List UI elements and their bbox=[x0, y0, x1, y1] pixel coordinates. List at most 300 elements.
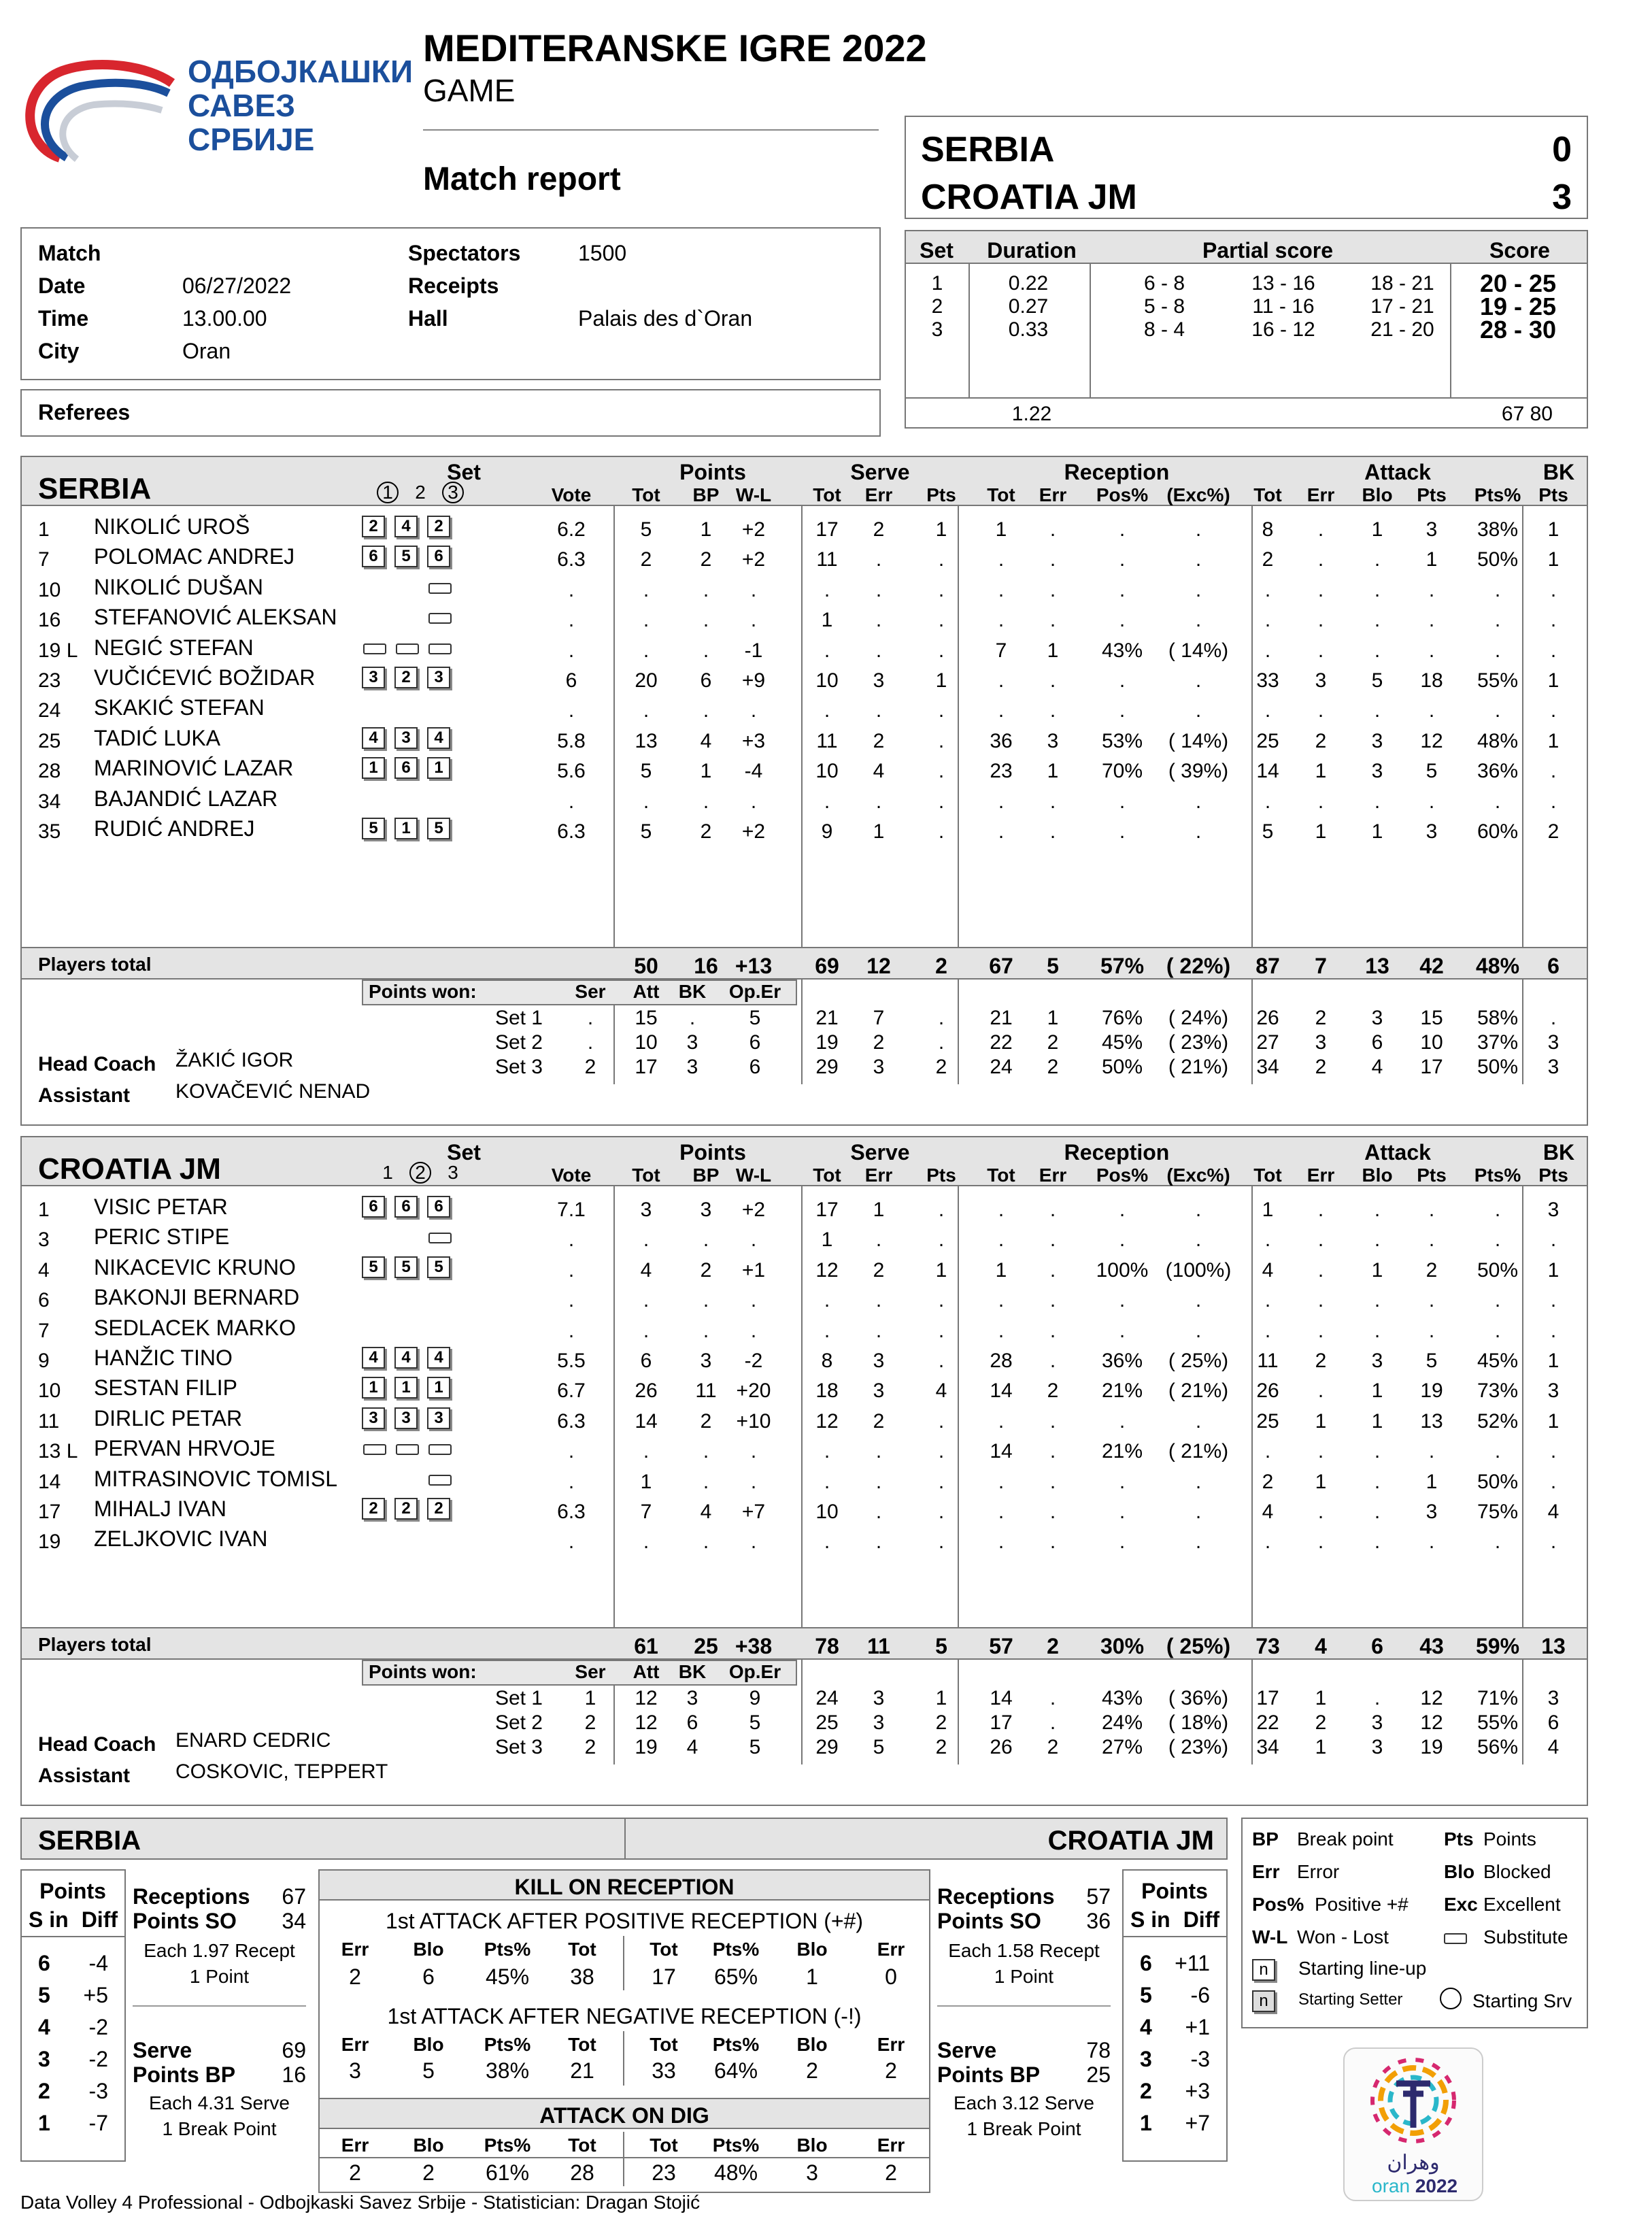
points-label: Points bbox=[1141, 1879, 1208, 1903]
rotation: 6 bbox=[38, 1951, 50, 1975]
starting-position-box: 4 bbox=[427, 1347, 450, 1369]
points-so-value: 36 bbox=[1086, 1909, 1111, 1933]
set-stat-cell: 2 bbox=[935, 1056, 947, 1078]
stat-cell: . bbox=[1119, 1501, 1126, 1523]
stat-cell: 6 bbox=[700, 669, 712, 692]
stat-cell: . bbox=[1428, 1319, 1435, 1342]
date-label: Date bbox=[38, 273, 86, 298]
s-in-label: S in bbox=[29, 1907, 69, 1932]
stat-cell: . bbox=[1317, 1440, 1324, 1463]
stat-cell: . bbox=[1550, 1470, 1557, 1493]
substitute-icon bbox=[428, 1475, 452, 1486]
stat-cell: . bbox=[1317, 1319, 1324, 1342]
header-bk: BK bbox=[1543, 460, 1575, 484]
subheader: Err bbox=[1039, 1165, 1067, 1186]
total-cell: 5 bbox=[1047, 954, 1059, 978]
stat-cell: . bbox=[1494, 1440, 1501, 1463]
stat-cell: 1 bbox=[1315, 1470, 1327, 1493]
rotation: 5 bbox=[38, 1983, 50, 2007]
sets-header-duration: Duration bbox=[987, 238, 1077, 263]
stat-cell: . bbox=[568, 578, 575, 601]
stat-cell: 6 bbox=[565, 669, 577, 692]
legend-err-text: Error bbox=[1297, 1861, 1340, 1882]
stat-cell: . bbox=[1119, 1409, 1126, 1433]
stat-cell: . bbox=[1428, 578, 1435, 601]
points-bp-value: 25 bbox=[1086, 2062, 1111, 2087]
stat-cell: . bbox=[1317, 1199, 1324, 1221]
set-stat-cell: 29 bbox=[815, 1736, 839, 1758]
serve-label: Serve bbox=[133, 2038, 192, 2062]
stat-cell: . bbox=[1374, 548, 1381, 571]
stat-cell: . bbox=[875, 1440, 882, 1463]
header-serve: Serve bbox=[850, 1140, 910, 1165]
stat-cell: 14 bbox=[990, 1440, 1013, 1463]
substitute-icon bbox=[428, 1444, 452, 1455]
assistant-name: COSKOVIC, TEPPERT bbox=[175, 1760, 388, 1783]
substitute-icon bbox=[396, 643, 419, 654]
stat-cell: . bbox=[1428, 1440, 1435, 1463]
set-stat-cell: 3 bbox=[1371, 1736, 1383, 1758]
stat-cell: . bbox=[1428, 1289, 1435, 1312]
total-cell: 13 bbox=[1541, 1634, 1566, 1658]
stat-cell: . bbox=[1119, 699, 1126, 722]
stat-cell: . bbox=[1119, 609, 1126, 632]
set-stat-cell: 6 bbox=[1547, 1711, 1560, 1734]
stat-cell: 70% bbox=[1101, 760, 1143, 783]
stat-cell: 5 bbox=[1426, 1350, 1438, 1372]
stat-cell: . bbox=[875, 639, 882, 662]
set-stat-cell: 50% bbox=[1101, 1056, 1143, 1078]
stat-cell: 1 bbox=[1547, 1350, 1560, 1372]
stat-cell: . bbox=[1317, 790, 1324, 813]
player-name: SKAKIĆ STEFAN bbox=[94, 695, 265, 720]
set-stat-cell: 22 bbox=[1256, 1711, 1279, 1734]
set-stat-cell: . bbox=[938, 1007, 945, 1029]
set-stat-cell: 1 bbox=[1047, 1007, 1059, 1029]
player-number: 6 bbox=[38, 1289, 50, 1312]
player-name: DIRLIC PETAR bbox=[94, 1405, 243, 1431]
stat-cell: . bbox=[1049, 1501, 1056, 1523]
positive-value: 6 bbox=[422, 1964, 435, 1989]
stat-cell: 50% bbox=[1477, 1470, 1519, 1493]
stat-cell: . bbox=[1374, 1199, 1381, 1221]
player-number: 19 L bbox=[38, 639, 78, 662]
stat-cell: 11 bbox=[1257, 1350, 1279, 1372]
stat-cell: . bbox=[1049, 1289, 1056, 1312]
stat-cell: 26 bbox=[1256, 1379, 1279, 1403]
stat-cell: . bbox=[1195, 1319, 1202, 1342]
total-cell: 57% bbox=[1100, 954, 1145, 978]
total-duration: 1.22 bbox=[1011, 403, 1052, 425]
stat-cell: . bbox=[643, 699, 650, 722]
legend-exc-text: Excellent bbox=[1483, 1894, 1561, 1915]
subheader: Tot bbox=[813, 1165, 841, 1186]
set-stat-cell: 43% bbox=[1101, 1687, 1143, 1709]
starting-position-box: 1 bbox=[362, 1377, 385, 1399]
stat-cell: . bbox=[643, 578, 650, 601]
stat-cell: . bbox=[750, 790, 757, 813]
stat-cell: . bbox=[750, 699, 757, 722]
set-stat-cell: 27 bbox=[1256, 1031, 1279, 1054]
stat-cell: . bbox=[998, 699, 1005, 722]
set-stat-cell: 3 bbox=[686, 1031, 698, 1054]
stat-cell: . bbox=[1195, 790, 1202, 813]
points-so-value: 34 bbox=[282, 1909, 306, 1933]
stat-cell: . bbox=[1317, 699, 1324, 722]
set-stat-cell: . bbox=[689, 1007, 696, 1029]
points-won-header: Op.Er bbox=[728, 1661, 781, 1682]
stat-cell: 6.2 bbox=[557, 518, 586, 541]
set-number: 2 bbox=[931, 295, 943, 318]
players-total-label: Players total bbox=[38, 1634, 152, 1655]
stat-cell: 14 bbox=[990, 1379, 1013, 1403]
stat-cell: . bbox=[1374, 578, 1381, 601]
stat-cell: . bbox=[938, 1199, 945, 1221]
set-label: Set 1 bbox=[494, 1007, 543, 1029]
starting-position-box: 5 bbox=[394, 1256, 418, 1278]
assistant-label: Assistant bbox=[38, 1764, 131, 1787]
referees-box bbox=[20, 389, 881, 437]
set-stat-cell: 26 bbox=[990, 1736, 1013, 1758]
stat-cell: . bbox=[998, 1530, 1005, 1554]
stat-cell: . bbox=[1195, 1199, 1202, 1221]
subheader: Tot bbox=[987, 484, 1015, 505]
set-score: 19 - 25 bbox=[1479, 292, 1557, 320]
stat-cell: . bbox=[1317, 609, 1324, 632]
stat-cell: . bbox=[1428, 1228, 1435, 1252]
set-duration: 0.27 bbox=[1008, 295, 1049, 318]
player-number: 34 bbox=[38, 790, 61, 813]
stat-cell: 2 bbox=[873, 1258, 885, 1282]
stat-cell: 4 bbox=[1262, 1258, 1274, 1282]
subheader: Err bbox=[864, 1165, 893, 1186]
stat-cell: 1 bbox=[1371, 518, 1383, 541]
rotation-diff: +7 bbox=[1185, 2111, 1210, 2135]
dig-header: Blo bbox=[413, 2135, 444, 2156]
stat-cell: . bbox=[998, 1319, 1005, 1342]
set-stat-cell: 26 bbox=[1256, 1007, 1279, 1029]
stat-cell: . bbox=[1428, 1530, 1435, 1554]
team-stats-serbia bbox=[20, 456, 1588, 1126]
substitute-symbol-icon bbox=[1444, 1933, 1467, 1944]
rotation-diff: +1 bbox=[1185, 2015, 1210, 2039]
stat-cell: 1 bbox=[935, 669, 947, 692]
legend-wl-text: Won - Lost bbox=[1297, 1926, 1389, 1947]
negative-value: 2 bbox=[806, 2058, 818, 2083]
total-cell: +13 bbox=[735, 954, 773, 978]
set-indicator: 3 bbox=[448, 1162, 458, 1183]
stat-cell: . bbox=[1494, 578, 1501, 601]
stat-cell: . bbox=[1494, 1228, 1501, 1252]
stat-cell: 1 bbox=[1371, 1379, 1383, 1403]
stat-cell: . bbox=[875, 1319, 882, 1342]
set-stat-cell: 24 bbox=[815, 1687, 839, 1709]
total-cell: ( 22%) bbox=[1166, 954, 1231, 978]
stat-cell: ( 14%) bbox=[1168, 729, 1229, 752]
player-name: HANŽIC TINO bbox=[94, 1345, 233, 1370]
player-name: MITRASINOVIC TOMISL bbox=[94, 1466, 337, 1491]
stat-cell: . bbox=[1195, 578, 1202, 601]
s-in-label: S in bbox=[1130, 1907, 1170, 1932]
event-title: MEDITERANSKE IGRE 2022 bbox=[423, 27, 927, 69]
stat-cell: . bbox=[750, 1530, 757, 1554]
away-rotation-points bbox=[1122, 1869, 1228, 2162]
subheader: Blo bbox=[1362, 1165, 1393, 1186]
stat-cell: ( 39%) bbox=[1168, 760, 1229, 783]
player-number: 35 bbox=[38, 820, 61, 843]
stat-cell: 4 bbox=[640, 1258, 652, 1282]
positive-title: 1st ATTACK AFTER POSITIVE RECEPTION (+#) bbox=[385, 1909, 864, 1933]
set-stat-cell: 2 bbox=[1047, 1031, 1059, 1054]
stat-cell: . bbox=[568, 1258, 575, 1282]
set-stat-cell: 34 bbox=[1256, 1056, 1279, 1078]
stat-cell: ( 21%) bbox=[1168, 1379, 1229, 1403]
stat-cell: 3 bbox=[873, 669, 885, 692]
partial-score-2: 11 - 16 bbox=[1252, 295, 1315, 318]
stat-cell: . bbox=[1550, 790, 1557, 813]
stat-cell: . bbox=[1317, 1289, 1324, 1312]
stat-cell: . bbox=[1119, 1319, 1126, 1342]
stat-cell: . bbox=[643, 1530, 650, 1554]
dig-value: 2 bbox=[422, 2160, 435, 2185]
total-cell: 78 bbox=[815, 1634, 839, 1658]
stat-cell: . bbox=[938, 1409, 945, 1433]
stat-cell: . bbox=[1119, 1228, 1126, 1252]
kill-header: Err bbox=[877, 2034, 905, 2055]
legend-setter: Starting Setter bbox=[1298, 1990, 1403, 2009]
set-label: Set 2 bbox=[494, 1711, 543, 1734]
partial-score-1: 8 - 4 bbox=[1143, 318, 1185, 341]
receptions-label: Receptions bbox=[937, 1884, 1055, 1909]
stat-cell: . bbox=[1374, 1228, 1381, 1252]
dig-value: 48% bbox=[713, 2160, 758, 2185]
stat-cell: 2 bbox=[700, 548, 712, 571]
stat-cell: . bbox=[1195, 1530, 1202, 1554]
set-stat-cell: 56% bbox=[1477, 1736, 1519, 1758]
stat-cell: . bbox=[1049, 699, 1056, 722]
starting-position-box: 5 bbox=[427, 818, 450, 839]
player-name: PERVAN HRVOJE bbox=[94, 1436, 275, 1461]
stat-cell: 1 bbox=[935, 1258, 947, 1282]
player-number: 23 bbox=[38, 669, 61, 692]
set-stat-cell: . bbox=[1049, 1711, 1056, 1734]
set-stat-cell: 3 bbox=[1547, 1056, 1560, 1078]
set-duration: 0.22 bbox=[1008, 272, 1049, 295]
set-stat-cell: ( 21%) bbox=[1168, 1056, 1229, 1078]
stat-cell: 14 bbox=[635, 1409, 658, 1433]
stat-cell: 6.3 bbox=[557, 1501, 586, 1523]
stat-cell: . bbox=[1550, 1228, 1557, 1252]
stat-cell: . bbox=[1264, 699, 1271, 722]
total-cell: 59% bbox=[1475, 1634, 1520, 1658]
set-stat-cell: 2 bbox=[1315, 1056, 1327, 1078]
negative-value: 21 bbox=[570, 2058, 594, 2083]
stat-cell: . bbox=[703, 639, 709, 662]
stat-cell: 5 bbox=[640, 760, 652, 783]
stat-cell: . bbox=[998, 1199, 1005, 1221]
kill-header: Pts% bbox=[712, 1939, 760, 1960]
stat-cell: 3 bbox=[700, 1199, 712, 1221]
stat-cell: . bbox=[1195, 609, 1202, 632]
starting-position-box: 5 bbox=[362, 1256, 385, 1278]
total-cell: 5 bbox=[935, 1634, 947, 1658]
set-indicator: 3 bbox=[442, 482, 464, 503]
player-name: NIKOLIĆ DUŠAN bbox=[94, 574, 263, 599]
starting-position-box: 2 bbox=[427, 516, 450, 537]
stat-cell: +7 bbox=[741, 1501, 766, 1523]
stat-cell: . bbox=[998, 1409, 1005, 1433]
stat-cell: 5.6 bbox=[557, 760, 586, 783]
player-name: NIKOLIĆ UROŠ bbox=[94, 514, 250, 539]
set-stat-cell: 3 bbox=[1371, 1711, 1383, 1734]
points-won-header: BK bbox=[678, 1661, 707, 1682]
each-recept: Each 1.58 Recept bbox=[948, 1940, 1100, 1961]
away-sets-won: 3 bbox=[1552, 178, 1572, 217]
set-stat-cell: 21 bbox=[815, 1007, 839, 1029]
player-number: 7 bbox=[38, 1319, 50, 1342]
set-duration: 0.33 bbox=[1008, 318, 1049, 341]
dig-value: 3 bbox=[806, 2160, 818, 2185]
header-reception: Reception bbox=[1064, 460, 1170, 484]
negative-value: 3 bbox=[349, 2058, 361, 2083]
stat-cell: . bbox=[824, 699, 830, 722]
player-name: POLOMAC ANDREJ bbox=[94, 544, 295, 569]
stat-cell: . bbox=[1374, 1530, 1381, 1554]
stat-cell: . bbox=[938, 1501, 945, 1523]
set-stat-cell: 2 bbox=[584, 1711, 596, 1734]
set-stat-cell: 37% bbox=[1477, 1031, 1519, 1054]
stat-cell: 4 bbox=[1547, 1501, 1560, 1523]
subheader: Pos% bbox=[1096, 484, 1149, 505]
date-value: 06/27/2022 bbox=[182, 273, 292, 298]
stat-cell: . bbox=[938, 1470, 945, 1493]
summary-away-name: CROATIA JM bbox=[1047, 1826, 1214, 1856]
stat-cell: 10 bbox=[815, 1501, 839, 1523]
stat-cell: +2 bbox=[741, 1199, 766, 1221]
starting-position-box: 3 bbox=[362, 1407, 385, 1429]
stat-cell: . bbox=[875, 1228, 882, 1252]
substitute-icon bbox=[428, 583, 452, 594]
stat-cell: 21% bbox=[1101, 1379, 1143, 1403]
stat-cell: . bbox=[703, 1319, 709, 1342]
stat-cell: . bbox=[1119, 518, 1126, 541]
stat-cell: . bbox=[1195, 518, 1202, 541]
starting-position-box: 1 bbox=[427, 757, 450, 779]
set-stat-cell: 24 bbox=[990, 1056, 1013, 1078]
total-cell: 30% bbox=[1100, 1634, 1145, 1658]
set-stat-cell: 55% bbox=[1477, 1711, 1519, 1734]
receptions-label: Receptions bbox=[133, 1884, 250, 1909]
stat-cell: 1 bbox=[1315, 1409, 1327, 1433]
stat-cell: 3 bbox=[1426, 1501, 1438, 1523]
player-name: MARINOVIĆ LAZAR bbox=[94, 756, 294, 781]
starting-position-box: 1 bbox=[427, 1377, 450, 1399]
stat-cell: . bbox=[1374, 639, 1381, 662]
stat-cell: . bbox=[875, 578, 882, 601]
positive-value: 2 bbox=[349, 1964, 361, 1989]
head-coach-label: Head Coach bbox=[38, 1053, 156, 1075]
head-coach-label: Head Coach bbox=[38, 1733, 156, 1756]
kill-header: Pts% bbox=[484, 1939, 531, 1960]
serve-value: 78 bbox=[1086, 2038, 1111, 2062]
set-stat-cell: 21 bbox=[990, 1007, 1013, 1029]
rotation-diff: +5 bbox=[83, 1983, 108, 2007]
hall-value: Palais des d`Oran bbox=[578, 306, 753, 331]
subheader: Vote bbox=[551, 1165, 592, 1186]
starting-position-box: 3 bbox=[362, 667, 385, 688]
stat-cell: . bbox=[998, 790, 1005, 813]
stat-cell: . bbox=[1374, 699, 1381, 722]
stat-cell: 3 bbox=[700, 1350, 712, 1372]
starting-position-box: 4 bbox=[362, 1347, 385, 1369]
stat-cell: -4 bbox=[744, 760, 763, 783]
stat-cell: . bbox=[1119, 548, 1126, 571]
federation-name-line3: СРБИЈЕ bbox=[188, 122, 315, 157]
total-cell: 4 bbox=[1315, 1634, 1327, 1658]
stat-cell: . bbox=[938, 699, 945, 722]
stat-cell: . bbox=[1428, 699, 1435, 722]
match-info bbox=[20, 227, 881, 380]
starting-server-icon bbox=[1440, 1988, 1462, 2009]
points-won-header: Op.Er bbox=[728, 981, 781, 1002]
subheader: Pts bbox=[926, 1165, 956, 1186]
total-cell: 73 bbox=[1255, 1634, 1280, 1658]
set-stat-cell: 5 bbox=[749, 1711, 761, 1734]
stat-cell: . bbox=[1119, 1470, 1126, 1493]
stat-cell: . bbox=[1264, 609, 1271, 632]
stat-cell: 11 bbox=[816, 548, 838, 571]
stat-cell: . bbox=[750, 1319, 757, 1342]
substitute-icon bbox=[428, 1233, 452, 1243]
header-attack: Attack bbox=[1364, 460, 1431, 484]
set-stat-cell: . bbox=[1550, 1007, 1557, 1029]
kill-header: Err bbox=[341, 2034, 369, 2055]
stat-cell: 4 bbox=[1262, 1501, 1274, 1523]
negative-value: 64% bbox=[713, 2058, 758, 2083]
set-stat-cell: 19 bbox=[635, 1736, 658, 1758]
set-stat-cell: . bbox=[587, 1007, 594, 1029]
negative-value: 33 bbox=[652, 2058, 676, 2083]
stat-cell: . bbox=[1494, 1289, 1501, 1312]
set-stat-cell: 19 bbox=[1420, 1736, 1443, 1758]
stat-cell: . bbox=[643, 1228, 650, 1252]
stat-cell: 25 bbox=[1256, 729, 1279, 752]
stat-cell: 8 bbox=[1262, 518, 1274, 541]
stat-cell: . bbox=[1374, 1470, 1381, 1493]
stat-cell: . bbox=[1494, 1319, 1501, 1342]
stat-cell: 3 bbox=[1371, 760, 1383, 783]
set-stat-cell: 2 bbox=[1047, 1056, 1059, 1078]
starting-position-box: 2 bbox=[427, 1498, 450, 1520]
stat-cell: 1 bbox=[1047, 639, 1059, 662]
diff-label: Diff bbox=[1183, 1907, 1219, 1932]
stat-cell: . bbox=[1550, 1319, 1557, 1342]
stat-cell: 53% bbox=[1101, 729, 1143, 752]
subheader: Pts bbox=[1538, 1165, 1568, 1186]
summary-header bbox=[20, 1818, 1228, 1860]
stat-cell: . bbox=[875, 609, 882, 632]
set-label: Set 3 bbox=[494, 1736, 543, 1758]
stat-cell: 5 bbox=[640, 518, 652, 541]
stat-cell: . bbox=[938, 1530, 945, 1554]
legend-exc: Exc bbox=[1444, 1894, 1478, 1915]
subheader: Pos% bbox=[1096, 1165, 1149, 1186]
set-stat-cell: 15 bbox=[635, 1007, 658, 1029]
set-stat-cell: 3 bbox=[873, 1056, 885, 1078]
stat-cell: . bbox=[824, 1470, 830, 1493]
stat-cell: 50% bbox=[1477, 1258, 1519, 1282]
partial-score-1: 6 - 8 bbox=[1143, 272, 1185, 295]
